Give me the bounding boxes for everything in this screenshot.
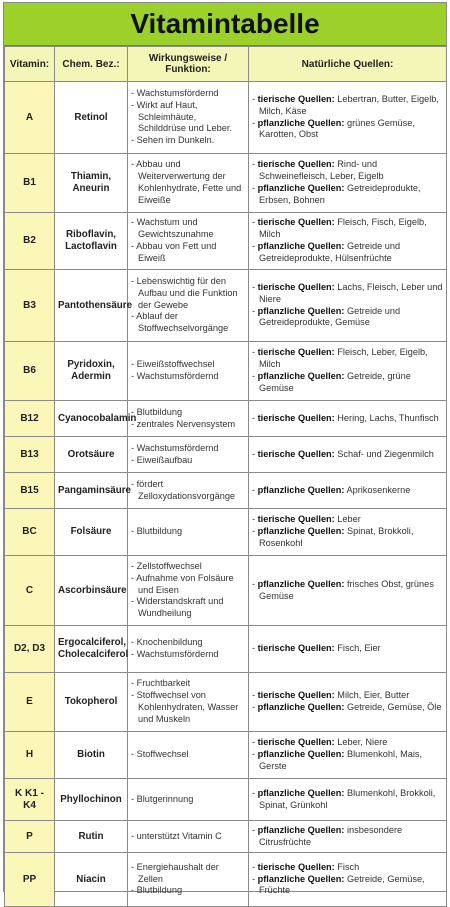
animal-source-label: tierische Quellen: (257, 690, 335, 701)
table-row (5, 401, 447, 437)
chem-name-cell: Pangaminsäure (55, 473, 128, 509)
table-row (5, 779, 447, 821)
plant-source-label: pflanzliche Quellen: (257, 526, 345, 537)
animal-source: - tierische Quellen: Lachs, Fleisch, Leber und Niere (252, 281, 443, 304)
plant-source-label: pflanzliche Quellen: (257, 787, 345, 798)
animal-source: - tierische Quellen: Milch, Eier, Butter (252, 690, 410, 701)
function-cell (128, 556, 249, 626)
table-row (5, 213, 447, 270)
function-item: - Knochenbildung (131, 637, 245, 649)
function-item: - Stoffwechsel (131, 749, 245, 761)
plant-source-label: pflanzliche Quellen: (257, 824, 345, 835)
function-item: - Abbau und Weiterverwertung der Kohlenhydrate, Fette und Eiweiße (131, 159, 245, 206)
vitamin-cell: B1 (5, 154, 55, 213)
sources-cell (249, 556, 447, 626)
function-item: - Blutbildung (131, 526, 245, 538)
sources-cell (249, 779, 447, 821)
animal-source-label: tierische Quellen: (257, 159, 335, 170)
animal-source-text: Milch, Eier, Butter (337, 690, 410, 701)
animal-source-text: Fisch, Eier (337, 643, 381, 654)
sources-cell (249, 732, 447, 779)
function-list (131, 678, 245, 725)
function-item: - Blutbildung (131, 407, 245, 419)
plant-source-text: frisches Obst, grünes Gemüse (259, 578, 434, 601)
function-item: - Wachstumsfördernd (131, 443, 245, 455)
plant-source: - pflanzliche Quellen: insbesondere Citrusfrüchte (252, 824, 403, 847)
sources-cell (249, 821, 447, 853)
plant-source-text: Getreide und Getreideprodukte, Gemüse (259, 305, 401, 328)
chem-name-cell: Folsäure (55, 509, 128, 556)
plant-source: - pflanzliche Quellen: Getreide, Gemüse, Öle (252, 702, 442, 712)
function-item: - Blutgerinnung (131, 794, 245, 806)
function-item: - Blutbildung (131, 885, 245, 897)
function-list (131, 276, 245, 335)
plant-source: - pflanzliche Quellen: Blumenkohl, Brokkoli, Spinat, Grünkohl (252, 787, 436, 810)
animal-source: - tierische Quellen: Leber (252, 514, 361, 525)
function-item: - Wachstumsfördernd (131, 649, 245, 661)
plant-source-text: Getreideprodukte, Erbsen, Bohnen (259, 183, 421, 205)
animal-source-text: Leber, Niere (337, 737, 388, 748)
header-wirkung: Wirkungsweise / Funktion: (128, 47, 249, 82)
table-row (5, 342, 447, 401)
animal-source: - tierische Quellen: Rind- und Schweinefleisch, Leber, Eigelb (252, 159, 384, 182)
animal-source: - tierische Quellen: Hering, Lachs, Thunfisch (252, 412, 439, 423)
plant-source-label: pflanzliche Quellen: (257, 578, 345, 589)
plant-source-label: pflanzliche Quellen: (257, 484, 345, 495)
function-list (131, 217, 245, 264)
plant-source: - pflanzliche Quellen: Getreide und Getreideprodukte, Hülsenfrüchte (252, 241, 401, 263)
function-item: - fördert Zelloxydationsvorgänge (131, 479, 245, 503)
plant-source-label: pflanzliche Quellen: (257, 183, 345, 193)
plant-source: - pflanzliche Quellen: Getreideprodukte, Erbsen, Bohnen (252, 183, 421, 205)
vitamin-cell: K K1 - K4 (5, 779, 55, 821)
animal-source-text: Lebertran, Butter, Eigelb, Milch, Käse (259, 93, 439, 116)
vitamin-cell: H (5, 732, 55, 779)
animal-source: - tierische Quellen: Fleisch, Leber, Eigelb, Milch (252, 347, 428, 370)
vitamin-cell: B15 (5, 473, 55, 509)
function-list (131, 159, 245, 206)
table-row (5, 437, 447, 473)
plant-source: - pflanzliche Quellen: grünes Gemüse, Karotten, Obst (252, 117, 415, 140)
plant-source-label: pflanzliche Quellen: (257, 873, 345, 884)
function-list (131, 407, 245, 431)
function-item: - Energiehaushalt der Zellen (131, 862, 245, 886)
sources-cell (249, 401, 447, 437)
function-cell (128, 509, 249, 556)
plant-source: - pflanzliche Quellen: Getreide und Getreideprodukte, Gemüse (252, 305, 401, 328)
chem-name-cell: Orotsäure (55, 437, 128, 473)
function-cell (128, 779, 249, 821)
animal-source-label: tierische Quellen: (257, 643, 335, 654)
function-list (131, 88, 245, 147)
page-title: Vitamintabelle (4, 3, 446, 46)
sources-cell (249, 270, 447, 342)
chem-name-cell: Pyridoxin, Adermin (55, 342, 128, 401)
header-vitamin: Vitamin: (5, 47, 55, 82)
function-item: - Stoffwechsel von Kohlenhydraten, Wasser und Muskeln (131, 690, 245, 725)
vitamin-cell: P (5, 821, 55, 853)
function-list (131, 443, 245, 467)
animal-source-label: tierische Quellen: (257, 514, 335, 525)
function-item: - Fruchtbarkeit (131, 678, 245, 690)
header-row (5, 47, 447, 82)
chem-name-cell: Cyanocobalamin (55, 401, 128, 437)
animal-source-text: Hering, Lachs, Thunfisch (337, 412, 439, 423)
animal-source-label: tierische Quellen: (257, 217, 335, 228)
table-row (5, 154, 447, 213)
table-row (5, 732, 447, 779)
plant-source-text: insbesondere Citrusfrüchte (259, 824, 403, 847)
animal-source-label: tierische Quellen: (257, 347, 335, 358)
chem-name-cell: Phyllochinon (55, 779, 128, 821)
vitamin-cell: C (5, 556, 55, 626)
plant-source: - pflanzliche Quellen: Getreide, Gemüse, Früchte (252, 873, 425, 896)
animal-source-text: Lachs, Fleisch, Leber und Niere (259, 281, 443, 304)
function-item: - Eiweißstoffwechsel (131, 359, 245, 371)
vitamin-cell: B6 (5, 342, 55, 401)
table-body (5, 82, 447, 907)
plant-source-text: Getreide, Gemüse, Früchte (259, 873, 425, 896)
function-item: - Wirkt auf Haut, Schleimhäute, Schilddrüse und Leber. (131, 100, 245, 135)
sources-cell (249, 626, 447, 673)
function-item: - Wachstumsfördernd (131, 371, 245, 383)
sources-cell (249, 853, 447, 907)
sources-cell (249, 673, 447, 732)
chem-name-cell: Biotin (55, 732, 128, 779)
function-list (131, 637, 245, 661)
plant-source-label: pflanzliche Quellen: (257, 305, 345, 316)
plant-source: - pflanzliche Quellen: Blumenkohl, Mais, Gerste (252, 749, 423, 771)
chem-name-cell: Pantothensäure (55, 270, 128, 342)
plant-source-text: Blumenkohl, Brokkoli, Spinat, Grünkohl (259, 787, 436, 810)
table-row (5, 509, 447, 556)
table-row (5, 626, 447, 673)
vitamin-cell: E (5, 673, 55, 732)
chem-name-cell: Ascorbinsäure (55, 556, 128, 626)
animal-source-text: Fleisch, Leber, Eigelb, Milch (259, 347, 428, 370)
animal-source-text: Fisch (337, 861, 360, 872)
vitamin-cell: B3 (5, 270, 55, 342)
animal-source: - tierische Quellen: Fleisch, Fisch, Eigelb, Milch (252, 217, 427, 240)
function-cell (128, 821, 249, 853)
table-row (5, 473, 447, 509)
animal-source-label: tierische Quellen: (257, 93, 335, 104)
function-list (131, 749, 245, 761)
sources-cell (249, 342, 447, 401)
table-row (5, 821, 447, 853)
sources-cell (249, 154, 447, 213)
function-item: - Wachstum und Gewichtszunahme (131, 217, 245, 241)
animal-source: - tierische Quellen: Schaf- und Ziegenmilch (252, 448, 434, 459)
function-cell (128, 342, 249, 401)
function-item: - Eiweißaufbau (131, 455, 245, 467)
function-item: - Ablauf der Stoffwechselvorgänge (131, 311, 245, 335)
plant-source-text: Getreide und Getreideprodukte, Hülsenfrüchte (259, 241, 401, 263)
plant-source-text: Blumenkohl, Mais, Gerste (259, 749, 423, 771)
header-chem: Chem. Bez.: (55, 47, 128, 82)
animal-source-label: tierische Quellen: (257, 412, 335, 423)
sources-cell (249, 213, 447, 270)
chem-name-cell: Thiamin, Aneurin (55, 154, 128, 213)
animal-source: - tierische Quellen: Leber, Niere (252, 737, 388, 748)
function-cell (128, 401, 249, 437)
function-item: - Aufnahme von Folsäure und Eisen (131, 573, 245, 597)
table-row (5, 673, 447, 732)
plant-source: - pflanzliche Quellen: Aprikosenkerne (252, 484, 411, 495)
vitamin-table (4, 46, 447, 907)
vitamin-cell: A (5, 82, 55, 154)
sources-cell (249, 473, 447, 509)
plant-source: - pflanzliche Quellen: frisches Obst, grünes Gemüse (252, 578, 434, 601)
sources-cell (249, 509, 447, 556)
plant-source-label: pflanzliche Quellen: (257, 241, 345, 251)
animal-source-text: Rind- und Schweinefleisch, Leber, Eigelb (259, 159, 384, 182)
chem-name-cell: Niacin (55, 853, 128, 907)
animal-source: - tierische Quellen: Lebertran, Butter, Eigelb, Milch, Käse (252, 93, 439, 116)
plant-source-label: pflanzliche Quellen: (257, 702, 345, 712)
function-list (131, 794, 245, 806)
function-cell (128, 853, 249, 907)
vitamin-cell: B2 (5, 213, 55, 270)
animal-source-text: Leber (337, 514, 361, 525)
function-cell (128, 673, 249, 732)
function-cell (128, 732, 249, 779)
vitamin-cell: B12 (5, 401, 55, 437)
sources-cell (249, 437, 447, 473)
function-item: - Sehen im Dunkeln. (131, 135, 245, 147)
animal-source: - tierische Quellen: Fisch, Eier (252, 643, 381, 654)
function-cell (128, 154, 249, 213)
plant-source-label: pflanzliche Quellen: (257, 371, 345, 381)
function-cell (128, 270, 249, 342)
table-row (5, 556, 447, 626)
function-item: - Wachstumsfördernd (131, 88, 245, 100)
vitamin-cell: B13 (5, 437, 55, 473)
function-list (131, 526, 245, 538)
function-cell (128, 437, 249, 473)
animal-source-label: tierische Quellen: (257, 861, 335, 872)
plant-source-text: grünes Gemüse, Karotten, Obst (259, 117, 415, 140)
function-list (131, 831, 245, 843)
function-list (131, 479, 245, 503)
table-row (5, 270, 447, 342)
function-item: - unterstützt Vitamin C (131, 831, 245, 843)
plant-source-label: pflanzliche Quellen: (257, 117, 345, 128)
plant-source-text: Aprikosenkerne (346, 484, 411, 495)
animal-source-label: tierische Quellen: (257, 281, 335, 292)
function-list (131, 359, 245, 383)
sources-cell (249, 82, 447, 154)
animal-source: - tierische Quellen: Fisch (252, 861, 360, 872)
vitamin-cell: PP (5, 853, 55, 907)
plant-source-text: Spinat, Brokkoli, Rosenkohl (259, 526, 414, 548)
header-quellen: Natürliche Quellen: (249, 47, 447, 82)
vitamin-cell: BC (5, 509, 55, 556)
chem-name-cell: Ergocalciferol, Cholecalciferol (55, 626, 128, 673)
function-item: - Lebenswichtig für den Aufbau und die Funktion der Gewebe (131, 276, 245, 311)
vitamin-cell: D2, D3 (5, 626, 55, 673)
plant-source-text: Getreide, Gemüse, Öle (346, 702, 442, 712)
animal-source-text: Schaf- und Ziegenmilch (337, 448, 434, 459)
function-item: - Widerstandskraft und Wundheilung (131, 596, 245, 620)
function-item: - zentrales Nervensystem (131, 419, 245, 431)
plant-source-label: pflanzliche Quellen: (257, 749, 345, 760)
function-cell (128, 213, 249, 270)
animal-source-text: Fleisch, Fisch, Eigelb, Milch (259, 217, 427, 240)
chem-name-cell: Tokopherol (55, 673, 128, 732)
function-item: - Abbau von Fett und Eiweiß (131, 241, 245, 265)
function-cell (128, 82, 249, 154)
function-list (131, 862, 245, 897)
plant-source-text: Getreide, grüne Gemüse (259, 371, 411, 393)
chem-name-cell: Retinol (55, 82, 128, 154)
function-item: - Zellstoffwechsel (131, 561, 245, 573)
function-list (131, 561, 245, 620)
table-row (5, 82, 447, 154)
animal-source-label: tierische Quellen: (257, 737, 335, 748)
function-cell (128, 626, 249, 673)
chem-name-cell: Riboflavin, Lactoflavin (55, 213, 128, 270)
plant-source: - pflanzliche Quellen: Spinat, Brokkoli, Rosenkohl (252, 526, 414, 548)
table-row (5, 853, 447, 907)
plant-source: - pflanzliche Quellen: Getreide, grüne Gemüse (252, 371, 411, 393)
function-cell (128, 473, 249, 509)
chem-name-cell: Rutin (55, 821, 128, 853)
animal-source-label: tierische Quellen: (257, 448, 335, 459)
table-frame (3, 2, 447, 896)
